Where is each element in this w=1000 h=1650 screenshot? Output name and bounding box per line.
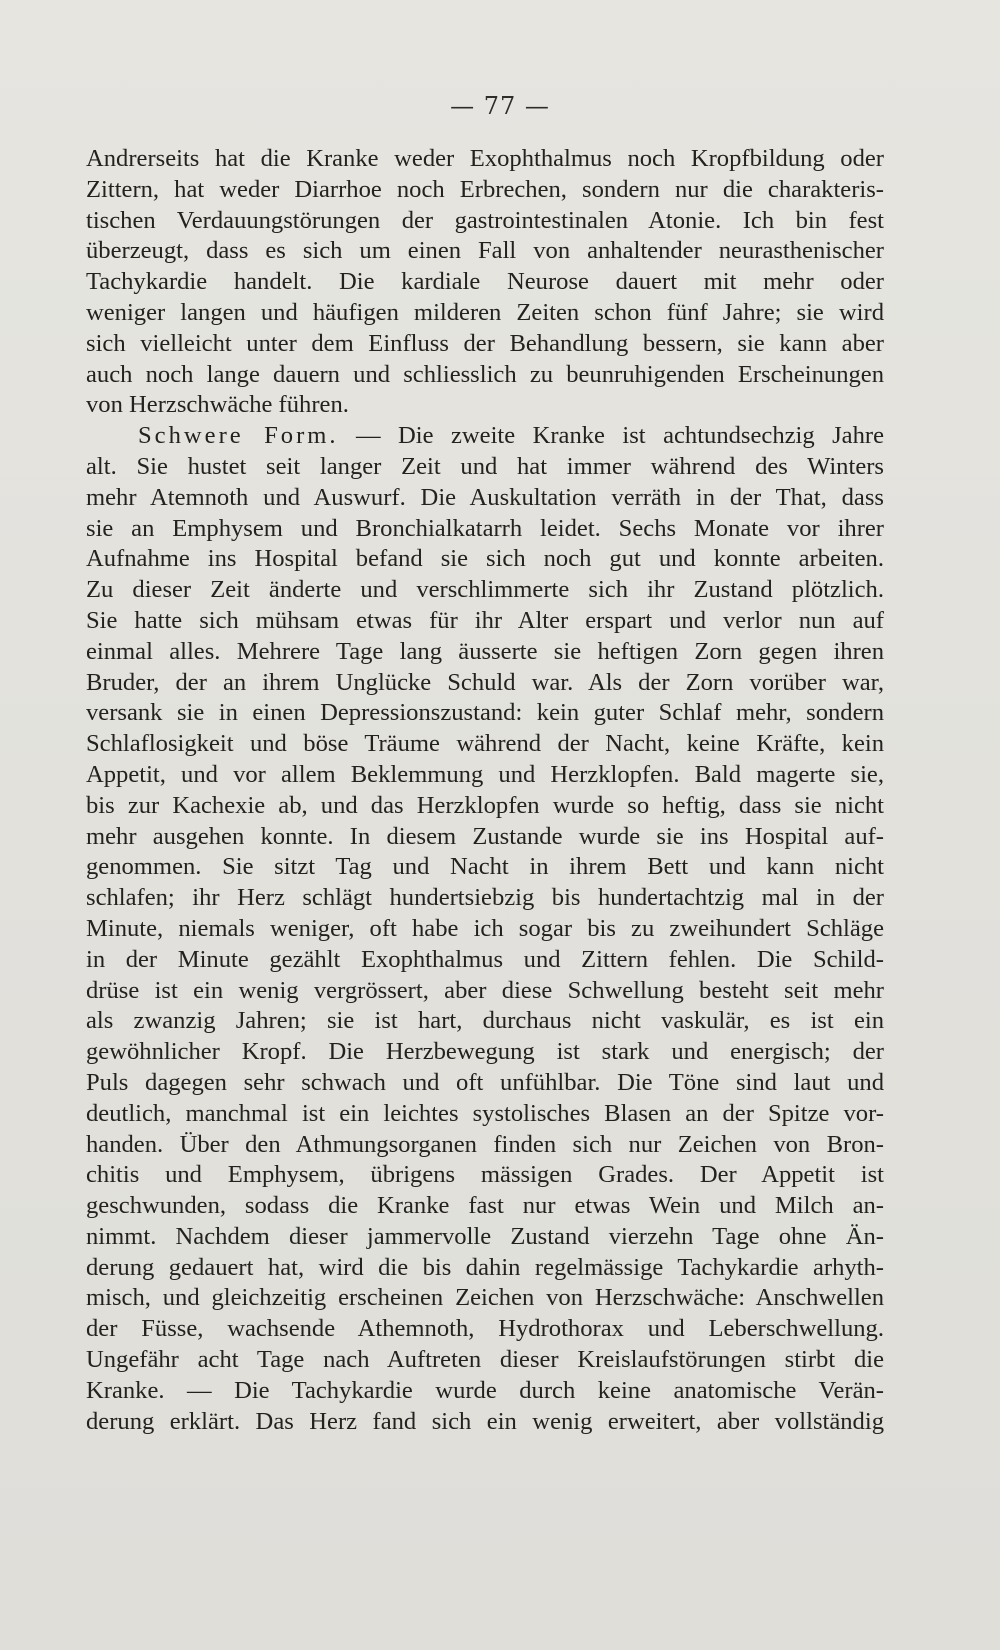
- text-line: in der Minute gezählt Exophthalmus und Zittern fehlen. Die Schild-: [86, 945, 884, 973]
- text-line: Zittern, hat weder Diarrhoe noch Erbrechen, sondern nur die charakteris-: [86, 175, 884, 203]
- text-line: Appetit, und vor allem Beklemmung und Herzklopfen. Bald magerte sie,: [86, 760, 884, 788]
- section-heading: Schwere Form.: [138, 422, 339, 450]
- text-line: misch, und gleichzeitig erscheinen Zeichen von Herzschwäche: Anschwellen: [86, 1284, 884, 1312]
- text-line: schlafen; ihr Herz schlägt hundertsiebzig bis hundertachtzig mal in der: [86, 884, 884, 912]
- text-line: sie an Emphysem und Bronchialkatarrh leidet. Sechs Monate vor ihrer: [86, 514, 884, 542]
- text-line: Aufnahme ins Hospital befand sie sich noch gut und konnte arbeiten.: [86, 545, 884, 573]
- text-line: Ungefähr acht Tage nach Auftreten dieser Kreislaufstörungen stirbt die: [86, 1346, 884, 1374]
- text-line: weniger langen und häufigen milderen Zeiten schon fünf Jahre; sie wird: [86, 298, 884, 326]
- text-line: derung erklärt. Das Herz fand sich ein wenig erweitert, aber vollständig: [86, 1407, 884, 1435]
- text-line: Tachykardie handelt. Die kardiale Neurose dauert mit mehr oder: [86, 268, 884, 296]
- page-number: — 77 —: [450, 92, 550, 120]
- body-text: [86, 144, 884, 1437]
- text-line: drüse ist ein wenig vergrössert, aber diese Schwellung besteht seit mehr: [86, 976, 884, 1004]
- text-line: versank sie in einen Depressionszustand: kein guter Schlaf mehr, sondern: [86, 699, 884, 727]
- text-line: Schlaflosigkeit und böse Träume während der Nacht, keine Kräfte, kein: [86, 730, 884, 758]
- text-line: Minute, niemals weniger, oft habe ich sogar bis zu zweihundert Schläge: [86, 914, 884, 942]
- text-line-rest: — Die zweite Kranke ist achtundsechzig Jahre: [356, 422, 884, 450]
- text-line: handen. Über den Athmungsorganen finden sich nur Zeichen von Bron-: [86, 1130, 884, 1158]
- text-line: überzeugt, dass es sich um einen Fall von anhaltender neurasthenischer: [86, 237, 884, 265]
- text-line: als zwanzig Jahren; sie ist hart, durchaus nicht vaskulär, es ist ein: [86, 1007, 884, 1035]
- text-line: von Herzschwäche führen.: [86, 391, 349, 419]
- text-line: mehr ausgehen konnte. In diesem Zustande wurde sie ins Hospital auf-: [86, 822, 884, 850]
- text-line: Kranke. — Die Tachykardie wurde durch keine anatomische Verän-: [86, 1376, 884, 1404]
- text-line: genommen. Sie sitzt Tag und Nacht in ihrem Bett und kann nicht: [86, 853, 884, 881]
- text-line: alt. Sie hustet seit langer Zeit und hat immer während des Winters: [86, 452, 884, 480]
- text-line: derung gedauert hat, wird die bis dahin regelmässige Tachykardie arhyth-: [86, 1253, 884, 1281]
- text-line: chitis und Emphysem, übrigens mässigen Grades. Der Appetit ist: [86, 1161, 884, 1189]
- text-line: sich vielleicht unter dem Einfluss der Behandlung bessern, sie kann aber: [86, 329, 884, 357]
- text-line: gewöhnlicher Kropf. Die Herzbewegung ist stark und energisch; der: [86, 1038, 884, 1066]
- text-line: Sie hatte sich mühsam etwas für ihr Alter erspart und verlor nun auf: [86, 606, 884, 634]
- paragraph-first-line: [86, 421, 884, 452]
- text-line: auch noch lange dauern und schliesslich zu beunruhigenden Erscheinungen: [86, 360, 884, 388]
- text-line: einmal alles. Mehrere Tage lang äusserte sie heftigen Zorn gegen ihren: [86, 637, 884, 665]
- text-line: Andrerseits hat die Kranke weder Exophthalmus noch Kropfbildung oder: [86, 145, 884, 172]
- text-line: bis zur Kachexie ab, und das Herzklopfen wurde so heftig, dass sie nicht: [86, 791, 884, 819]
- text-line: geschwunden, sodass die Kranke fast nur etwas Wein und Milch an-: [86, 1192, 884, 1220]
- text-line: mehr Atemnoth und Auswurf. Die Auskultation verräth in der That, dass: [86, 483, 884, 511]
- text-line: Zu dieser Zeit änderte und verschlimmerte sich ihr Zustand plötzlich.: [86, 576, 884, 604]
- text-line: nimmt. Nachdem dieser jammervolle Zustand vierzehn Tage ohne Än-: [86, 1222, 884, 1250]
- text-line: Puls dagegen sehr schwach und oft unfühlbar. Die Töne sind laut und: [86, 1068, 884, 1096]
- text-line: Bruder, der an ihrem Unglücke Schuld war. Als der Zorn vorüber war,: [86, 668, 884, 696]
- text-line: deutlich, manchmal ist ein leichtes systolisches Blasen an der Spitze vor-: [86, 1099, 884, 1127]
- text-line: der Füsse, wachsende Athemnoth, Hydrothorax und Leberschwellung.: [86, 1315, 884, 1343]
- text-line: tischen Verdauungstörungen der gastrointestinalen Atonie. Ich bin fest: [86, 206, 884, 234]
